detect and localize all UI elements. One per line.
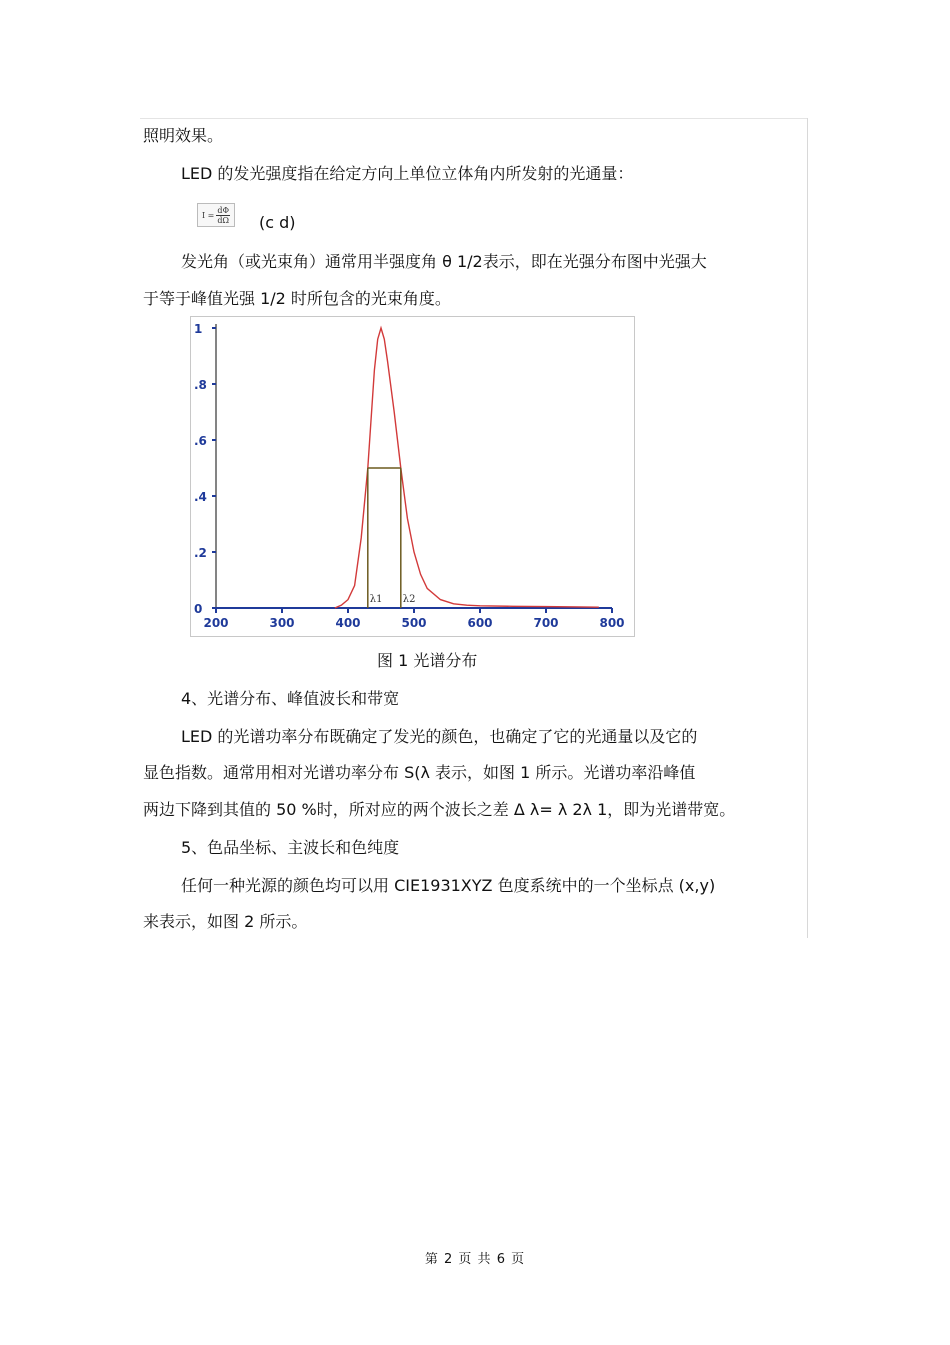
y-tick-label: 1 — [194, 322, 203, 336]
paragraph-continuation: 照明效果。 — [143, 126, 224, 145]
y-tick-label: .8 — [194, 378, 207, 392]
formula-fraction — [216, 206, 230, 225]
content-frame-top — [140, 118, 808, 119]
paragraph-chromaticity-2: 来表示，如图 2 所示。 — [143, 912, 308, 931]
y-tick-label: 0 — [194, 602, 203, 616]
x-tick-label: 700 — [533, 616, 559, 630]
figure-caption: 图 1 光谱分布 — [377, 651, 478, 670]
section-heading-4: 4、光谱分布、峰值波长和带宽 — [181, 689, 400, 708]
lambda2-annotation: λ2 — [402, 594, 416, 605]
paragraph-spectral-2: 显色指数。通常用相对光谱功率分布 S(λ 表示，如图 1 所示。光谱功率沿峰值 — [143, 763, 696, 782]
content-frame-right — [807, 118, 808, 938]
paragraph-chromaticity-1: 任何一种光源的颜色均可以用 CIE1931XYZ 色度系统中的一个坐标点 (x,y) — [181, 876, 716, 895]
spectral-distribution-chart — [190, 316, 635, 637]
x-tick-label: 600 — [467, 616, 493, 630]
formula-denominator: dΩ — [217, 215, 230, 225]
page-footer: 第 2 页 共 6 页 — [424, 1252, 526, 1267]
y-tick-label: .4 — [194, 490, 207, 504]
x-tick-label: 800 — [599, 616, 625, 630]
formula-unit: (c d) — [259, 213, 296, 232]
x-tick-label: 500 — [401, 616, 427, 630]
y-tick-label: .2 — [194, 546, 207, 560]
paragraph-beam-angle-2: 于等于峰值光强 1/2 时所包含的光束角度。 — [143, 289, 451, 308]
formula-image — [197, 203, 235, 227]
x-tick-label: 300 — [269, 616, 295, 630]
x-tick-label: 400 — [335, 616, 361, 630]
formula-numerator: dΦ — [217, 205, 230, 215]
formula-lhs: I = — [201, 210, 215, 220]
paragraph-beam-angle-1: 发光角（或光束角）通常用半强度角 θ 1/2表示，即在光强分布图中光强大 — [181, 252, 707, 271]
paragraph-luminous-intensity: LED 的发光强度指在给定方向上单位立体角内所发射的光通量： — [181, 164, 634, 183]
chart-border — [191, 317, 635, 637]
paragraph-spectral-1: LED 的光谱功率分布既确定了发光的颜色，也确定了它的光通量以及它的 — [181, 727, 698, 746]
x-tick-label: 200 — [203, 616, 229, 630]
lambda1-annotation: λ1 — [369, 594, 383, 605]
y-tick-label: .6 — [194, 434, 207, 448]
paragraph-spectral-3: 两边下降到其值的 50 %时，所对应的两个波长之差 Δ λ= λ 2λ 1，即为光谱带宽。 — [143, 800, 736, 819]
section-heading-5: 5、色品坐标、主波长和色纯度 — [181, 838, 400, 857]
